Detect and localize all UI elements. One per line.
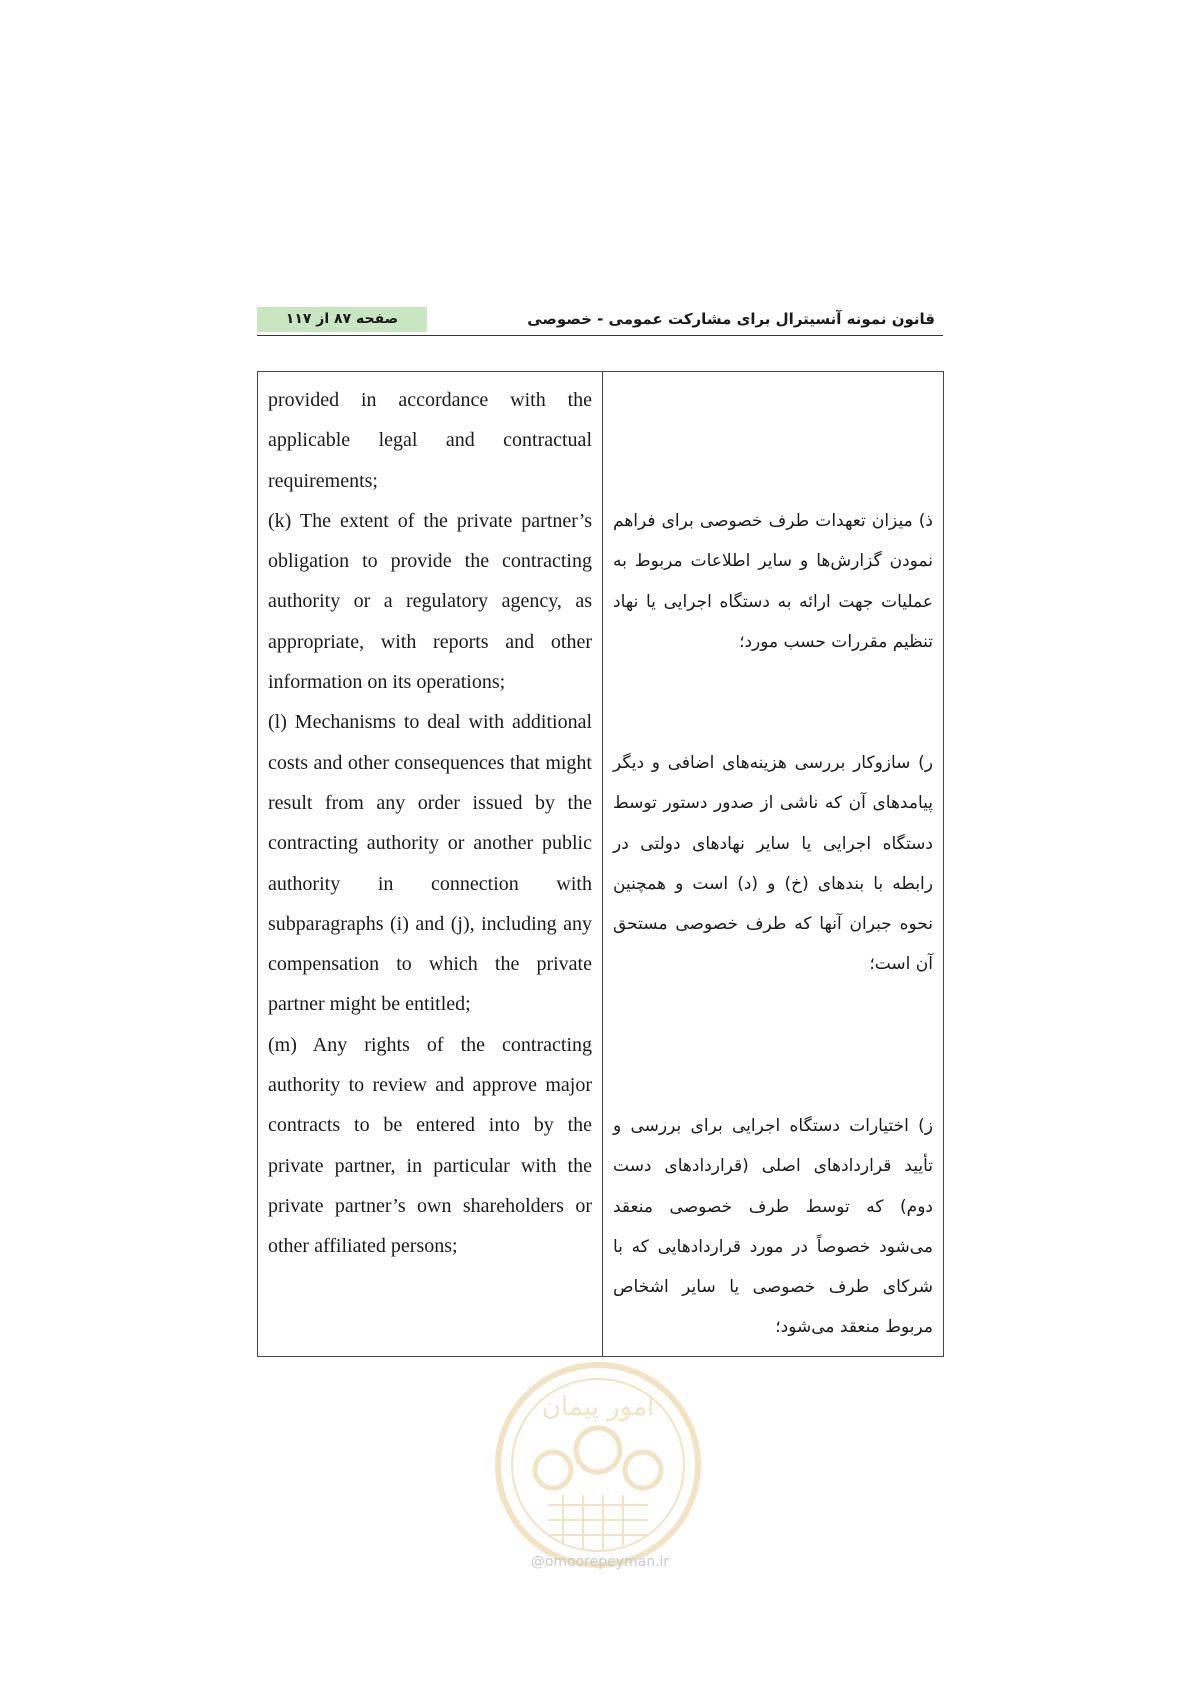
watermark-logo-text: امور پیمان (541, 1392, 655, 1422)
table-row (258, 372, 944, 1357)
english-paragraph: (k) The extent of the private partner’s obligation to provide the contracting authority or a regulatory agency, as appropriate, with reports and other information on its operations; (268, 509, 592, 694)
english-column (258, 372, 603, 1357)
persian-paragraph: ز) اختیارات دستگاه اجرایی برای بررسی و تأیید قراردادهای اصلی (قراردادهای دست دوم) که توسط طرف خصوصی منعقد می‌شود خصوصاً در مورد قراردادهایی که با شرکای طرف خصوصی یا سایر اشخاص مربوط منعقد می‌شود؛ (613, 1116, 933, 1338)
watermark-site: @omoorepeyman.ir (530, 1554, 670, 1570)
document-title: قانون نمونه آنسیترال برای مشارکت عمومی - خصوصی (527, 310, 935, 328)
page-number-badge: صفحه ۸۷ از ۱۱۷ (257, 307, 427, 332)
persian-paragraph: ذ) میزان تعهدات طرف خصوصی برای فراهم نمودن گزارش‌ها و سایر اطلاعات مربوط به عملیات جهت ارائه به دستگاه اجرایی یا نهاد تنظیم مقررات حسب مورد؛ (613, 511, 933, 652)
watermark-logo-icon (488, 1355, 708, 1575)
english-paragraph: (l) Mechanisms to deal with additional costs and other consequences that might result from any order issued by the contracting authority or another public authority in connection with subparagraphs (i) and (j), including any compensation to which the private partner might be entitled; (268, 711, 592, 1016)
persian-paragraph: ر) سازوکار بررسی هزینه‌های اضافی و دیگر پیامدهای آن که ناشی از صدور دستور توسط دستگاه اجرایی یا سایر نهادهای دولتی در رابطه با بندهای (خ) و (د) است و همچنین نحوه جبران آنها که طرف خصوصی مستحق آن است؛ (613, 753, 933, 975)
bilingual-table (257, 371, 944, 1357)
persian-spacer (613, 380, 933, 501)
english-paragraph: provided in accordance with the applicable legal and contractual requirements; (268, 389, 592, 492)
english-paragraph: (m) Any rights of the contracting authority to review and approve major contracts to be entered into by the private partner, in particular with the private partner’s own shareholders or other affiliated persons; (268, 1033, 592, 1258)
page-header (257, 305, 943, 336)
persian-column (603, 372, 944, 1357)
